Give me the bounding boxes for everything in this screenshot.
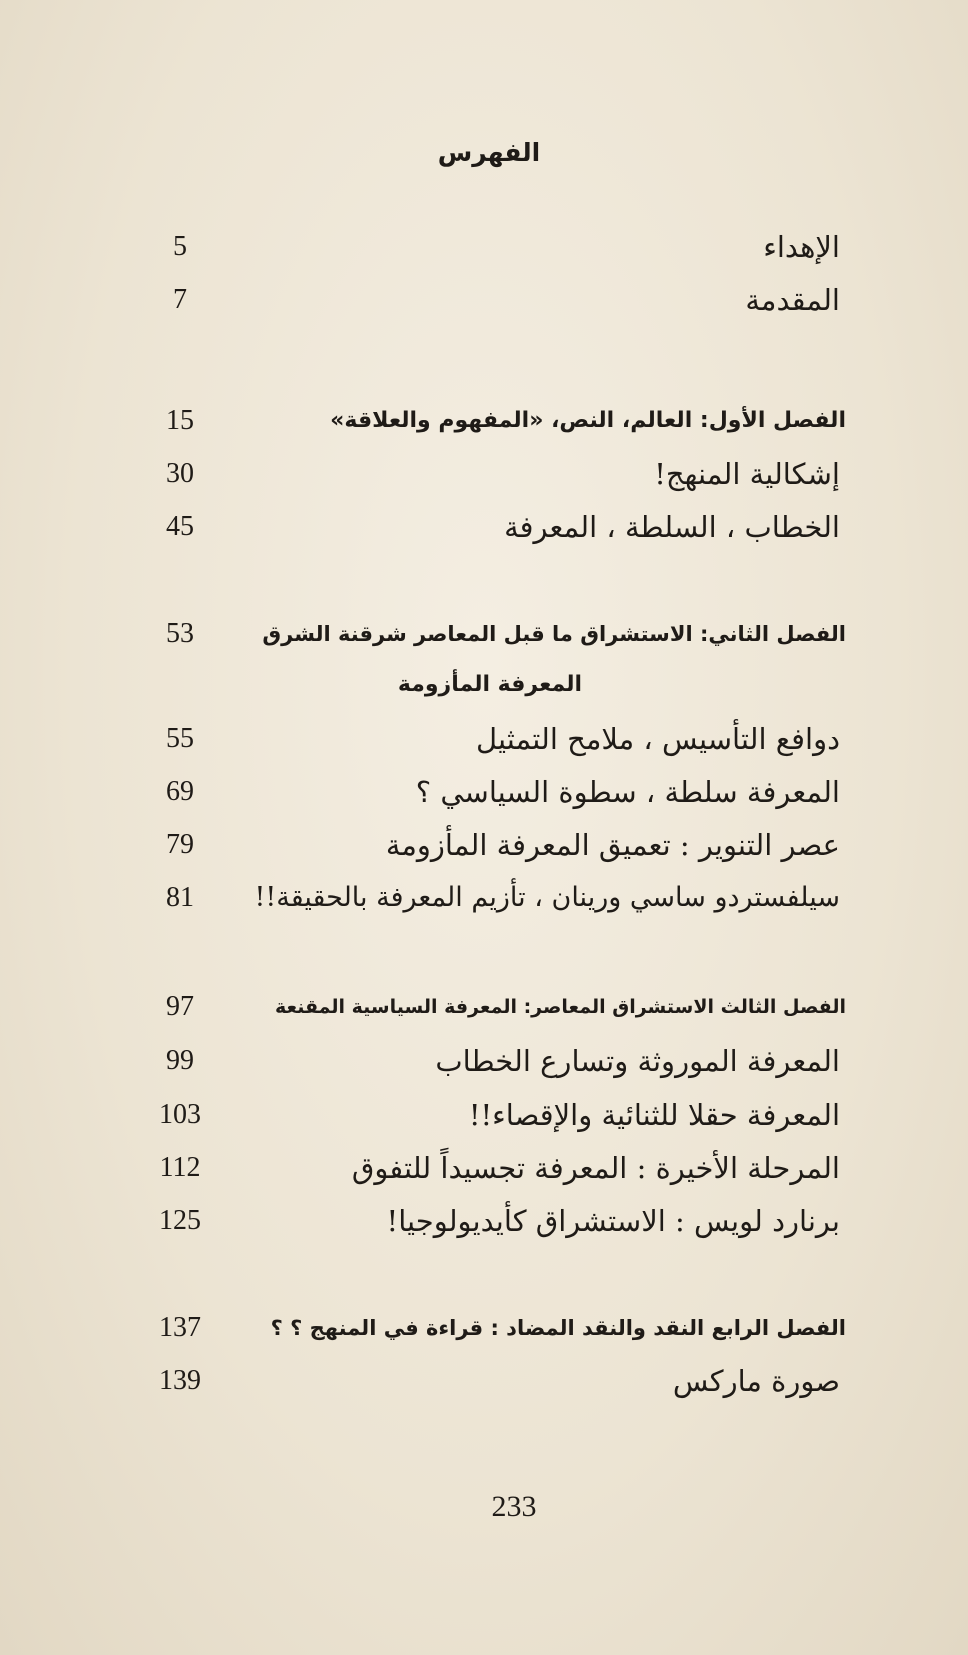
entry-page-number: 81: [166, 882, 194, 913]
toc-entry: [140, 1090, 840, 1140]
toc-entry: [140, 714, 840, 764]
entry-page-number: 5: [173, 231, 187, 262]
toc-entry: [140, 502, 840, 552]
entry-title: المعرفة الموروثة وتسارع الخطاب: [435, 1044, 840, 1078]
toc-entry: [140, 1356, 840, 1406]
page-title: الفهرس: [437, 138, 541, 167]
chapter-title-line-2: المعرفة المأزومة: [397, 672, 583, 697]
entry-title: المعرفة سلطة ، سطوة السياسي ؟: [415, 775, 840, 809]
entry-title: سيلفستردو ساسي ورينان ، تأزيم المعرفة بالحقيقة!!: [254, 882, 840, 913]
entry-page-number: 30: [166, 458, 194, 489]
entry-page-number: 53: [166, 618, 194, 649]
chapter-title: الفصل الثاني: الاستشراق ما قبل المعاصر شرقنة الشرق: [262, 622, 846, 646]
entry-page-number: 45: [166, 511, 194, 542]
toc-chapter-2: [140, 609, 846, 659]
chapter-title: الفصل الثالث الاستشراق المعاصر: المعرفة السياسية المقنعة: [274, 996, 846, 1018]
toc-chapter-1: [140, 396, 846, 446]
entry-page-number: 97: [166, 991, 194, 1022]
toc-entry: [140, 1143, 840, 1193]
entry-page-number: 125: [159, 1205, 201, 1236]
entry-page-number: 79: [166, 829, 194, 860]
entry-page-number: 103: [159, 1099, 201, 1130]
entry-page-number: 137: [159, 1312, 201, 1343]
entry-title: المقدمة: [745, 283, 840, 317]
chapter-title-continuation: [140, 660, 840, 710]
entry-page-number: 55: [166, 723, 194, 754]
toc-entry: [140, 820, 840, 870]
entry-title: دوافع التأسيس ، ملامح التمثيل: [476, 722, 840, 756]
toc-entry: [140, 449, 840, 499]
entry-page-number: 69: [166, 776, 194, 807]
entry-page-number: 15: [166, 405, 194, 436]
entry-page-number: 139: [159, 1365, 201, 1396]
toc-entry: [140, 767, 840, 817]
entry-title: صورة ماركس: [672, 1364, 840, 1398]
entry-title: برنارد لويس : الاستشراق كأيديولوجيا!: [386, 1204, 840, 1238]
toc-entry: [140, 1196, 840, 1246]
entry-title: الخطاب ، السلطة ، المعرفة: [504, 510, 840, 544]
entry-title: المعرفة حقلا للثنائية والإقصاء!!: [468, 1098, 840, 1132]
entry-page-number: 99: [166, 1045, 194, 1076]
chapter-title: الفصل الأول: العالم، النص، «المفهوم والعلاقة»: [330, 408, 846, 433]
entry-title: المرحلة الأخيرة : المعرفة تجسيداً للتفوق: [351, 1151, 840, 1185]
page-number: 233: [491, 1490, 537, 1523]
entry-title: الإهداء: [763, 230, 840, 264]
toc-entry: [140, 1036, 840, 1086]
toc-chapter-4: [140, 1303, 846, 1353]
toc-entry-dedication: [140, 222, 840, 272]
entry-page-number: 7: [173, 284, 187, 315]
toc-entry: [140, 873, 840, 923]
entry-title: إشكالية المنهج!: [654, 457, 840, 491]
toc-entry-introduction: [140, 275, 840, 325]
toc-chapter-3: [140, 982, 846, 1032]
entry-title: عصر التنوير : تعميق المعرفة المأزومة: [385, 828, 840, 862]
chapter-title: الفصل الرابع النقد والنقد المضاد : قراءة في المنهج ؟ ؟: [270, 1316, 846, 1340]
entry-page-number: 112: [159, 1152, 201, 1183]
